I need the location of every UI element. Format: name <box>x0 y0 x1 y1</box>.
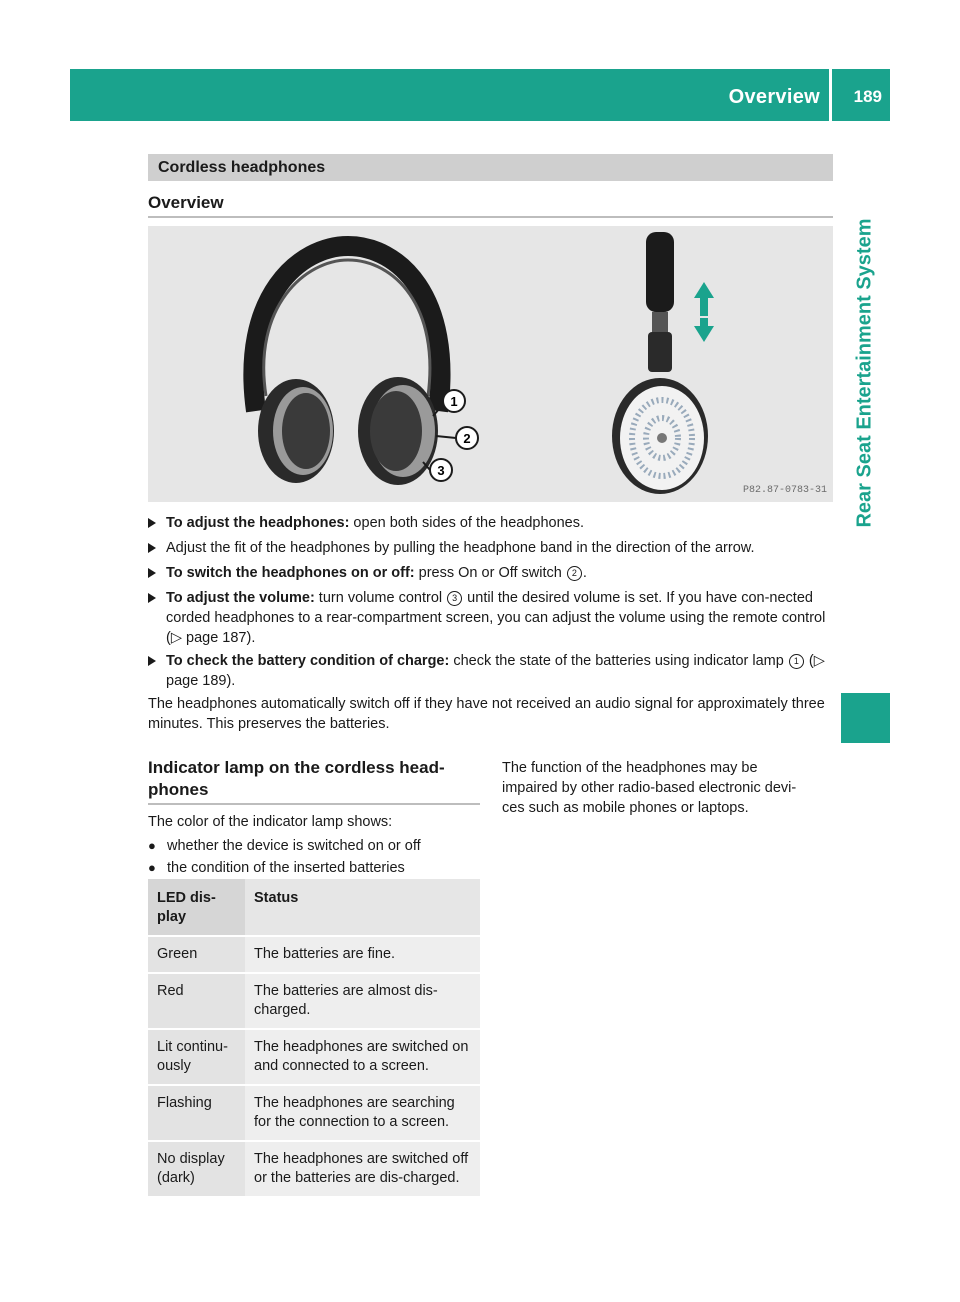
callout-1 <box>443 390 465 412</box>
figure-code: P82.87-0783-31 <box>742 485 827 496</box>
arrow-bullet-icon <box>148 543 156 553</box>
instruction-label: To adjust the headphones: <box>166 515 350 531</box>
instruction-item <box>148 538 838 558</box>
bullet-dot-icon: ● <box>148 860 156 875</box>
indicator-heading: Indicator lamp on the cordless head-phones <box>148 758 445 799</box>
table-cell: Lit continu-ously <box>148 1029 245 1085</box>
instruction-label: To switch the headphones on or off: <box>166 565 415 581</box>
callout-line-2 <box>436 436 456 438</box>
header-title: Overview <box>728 86 820 108</box>
headphones-figure <box>148 226 833 502</box>
svg-text:1: 1 <box>450 394 458 409</box>
auto-off-note: The headphones automatically switch off if they have not received an audio signal for approximately three minutes. This preserves the batteries. <box>148 696 825 732</box>
instruction-text: Adjust the fit of the headphones by pulling the headphone band in the direction of the arrow. <box>166 540 755 556</box>
svg-text:3: 3 <box>437 463 445 478</box>
instruction-item: To switch the headphones on or off: press On or Off switch 2 . <box>148 563 838 583</box>
table-cell: The headphones are switched off or the batteries are dis-charged. <box>245 1141 480 1197</box>
list-item: ● the condition of the inserted batteries <box>148 860 405 876</box>
indicator-heading-rule <box>148 803 480 805</box>
list-item: ● whether the device is switched on or off <box>148 838 421 854</box>
page-header <box>70 69 890 121</box>
table-cell: No display (dark) <box>148 1141 245 1197</box>
callout-3 <box>430 459 452 481</box>
instruction-item <box>148 513 838 533</box>
indicator-intro: The color of the indicator lamp shows: <box>148 814 393 830</box>
table-row <box>148 936 480 973</box>
table-row <box>148 1029 480 1085</box>
callout-2 <box>456 427 478 449</box>
table-header-led: LED dis-play <box>148 879 245 936</box>
table-cell: Flashing <box>148 1085 245 1141</box>
table-cell: The batteries are almost dis-charged. <box>245 973 480 1029</box>
table-cell: The batteries are fine. <box>245 936 480 973</box>
side-yoke <box>648 332 672 372</box>
arrow-bullet-icon <box>148 568 156 578</box>
arrow-bullet-icon <box>148 593 156 603</box>
overview-heading: Overview <box>148 193 224 212</box>
bullet-dot-icon: ● <box>148 838 156 853</box>
grille-center <box>657 433 667 443</box>
chapter-label: Rear Seat Entertainment System <box>853 218 876 528</box>
table-cell: Green <box>148 936 245 973</box>
header-divider <box>829 69 832 121</box>
table-cell: The headphones are searching for the connection to a screen. <box>245 1085 480 1141</box>
table-cell: The headphones are switched on and connected to a screen. <box>245 1029 480 1085</box>
section-header <box>148 154 833 181</box>
arrow-bullet-icon <box>148 518 156 528</box>
instruction-label: To adjust the volume: <box>166 590 315 606</box>
left-earpad <box>282 393 330 469</box>
instruction-text: open both sides of the headphones. <box>349 515 585 531</box>
instruction-item: To adjust the volume: turn volume control 3 until the desired volume is set. If you have con-nected corded headphones to a rear-compartment screen, you can adjust the volume using the remote control (▷ page 187). <box>148 588 838 648</box>
chapter-side-tab <box>841 121 890 621</box>
table-row <box>148 1085 480 1141</box>
section-title: Cordless headphones <box>158 159 326 176</box>
table-header-status: Status <box>245 879 480 936</box>
table-row <box>148 973 480 1029</box>
svg-text:2: 2 <box>463 431 471 446</box>
led-status-table <box>148 879 480 1198</box>
side-headband <box>646 232 674 312</box>
instruction-label: To check the battery condition of charge: <box>166 653 450 669</box>
side-slider <box>652 312 668 332</box>
page-number: 189 <box>853 87 882 106</box>
ref-circle: 2 <box>567 566 582 581</box>
instruction-item: To check the battery condition of charge: check the state of the batteries using indicator lamp 1 (▷ page 189). <box>148 651 838 691</box>
table-row <box>148 1141 480 1197</box>
headphones-illustration <box>148 226 833 502</box>
heading-rule <box>148 216 833 218</box>
table-header-row <box>148 879 480 936</box>
ref-circle: 3 <box>447 591 462 606</box>
chapter-marker-block <box>841 693 890 743</box>
adjust-arrow-icon <box>694 282 714 342</box>
interference-note: The function of the headphones may be impaired by other radio-based electronic devi-ces such as mobile phones or laptops. <box>502 760 797 816</box>
arrow-bullet-icon <box>148 656 156 666</box>
right-earpad <box>370 391 422 471</box>
ref-circle: 1 <box>789 654 804 669</box>
table-cell: Red <box>148 973 245 1029</box>
